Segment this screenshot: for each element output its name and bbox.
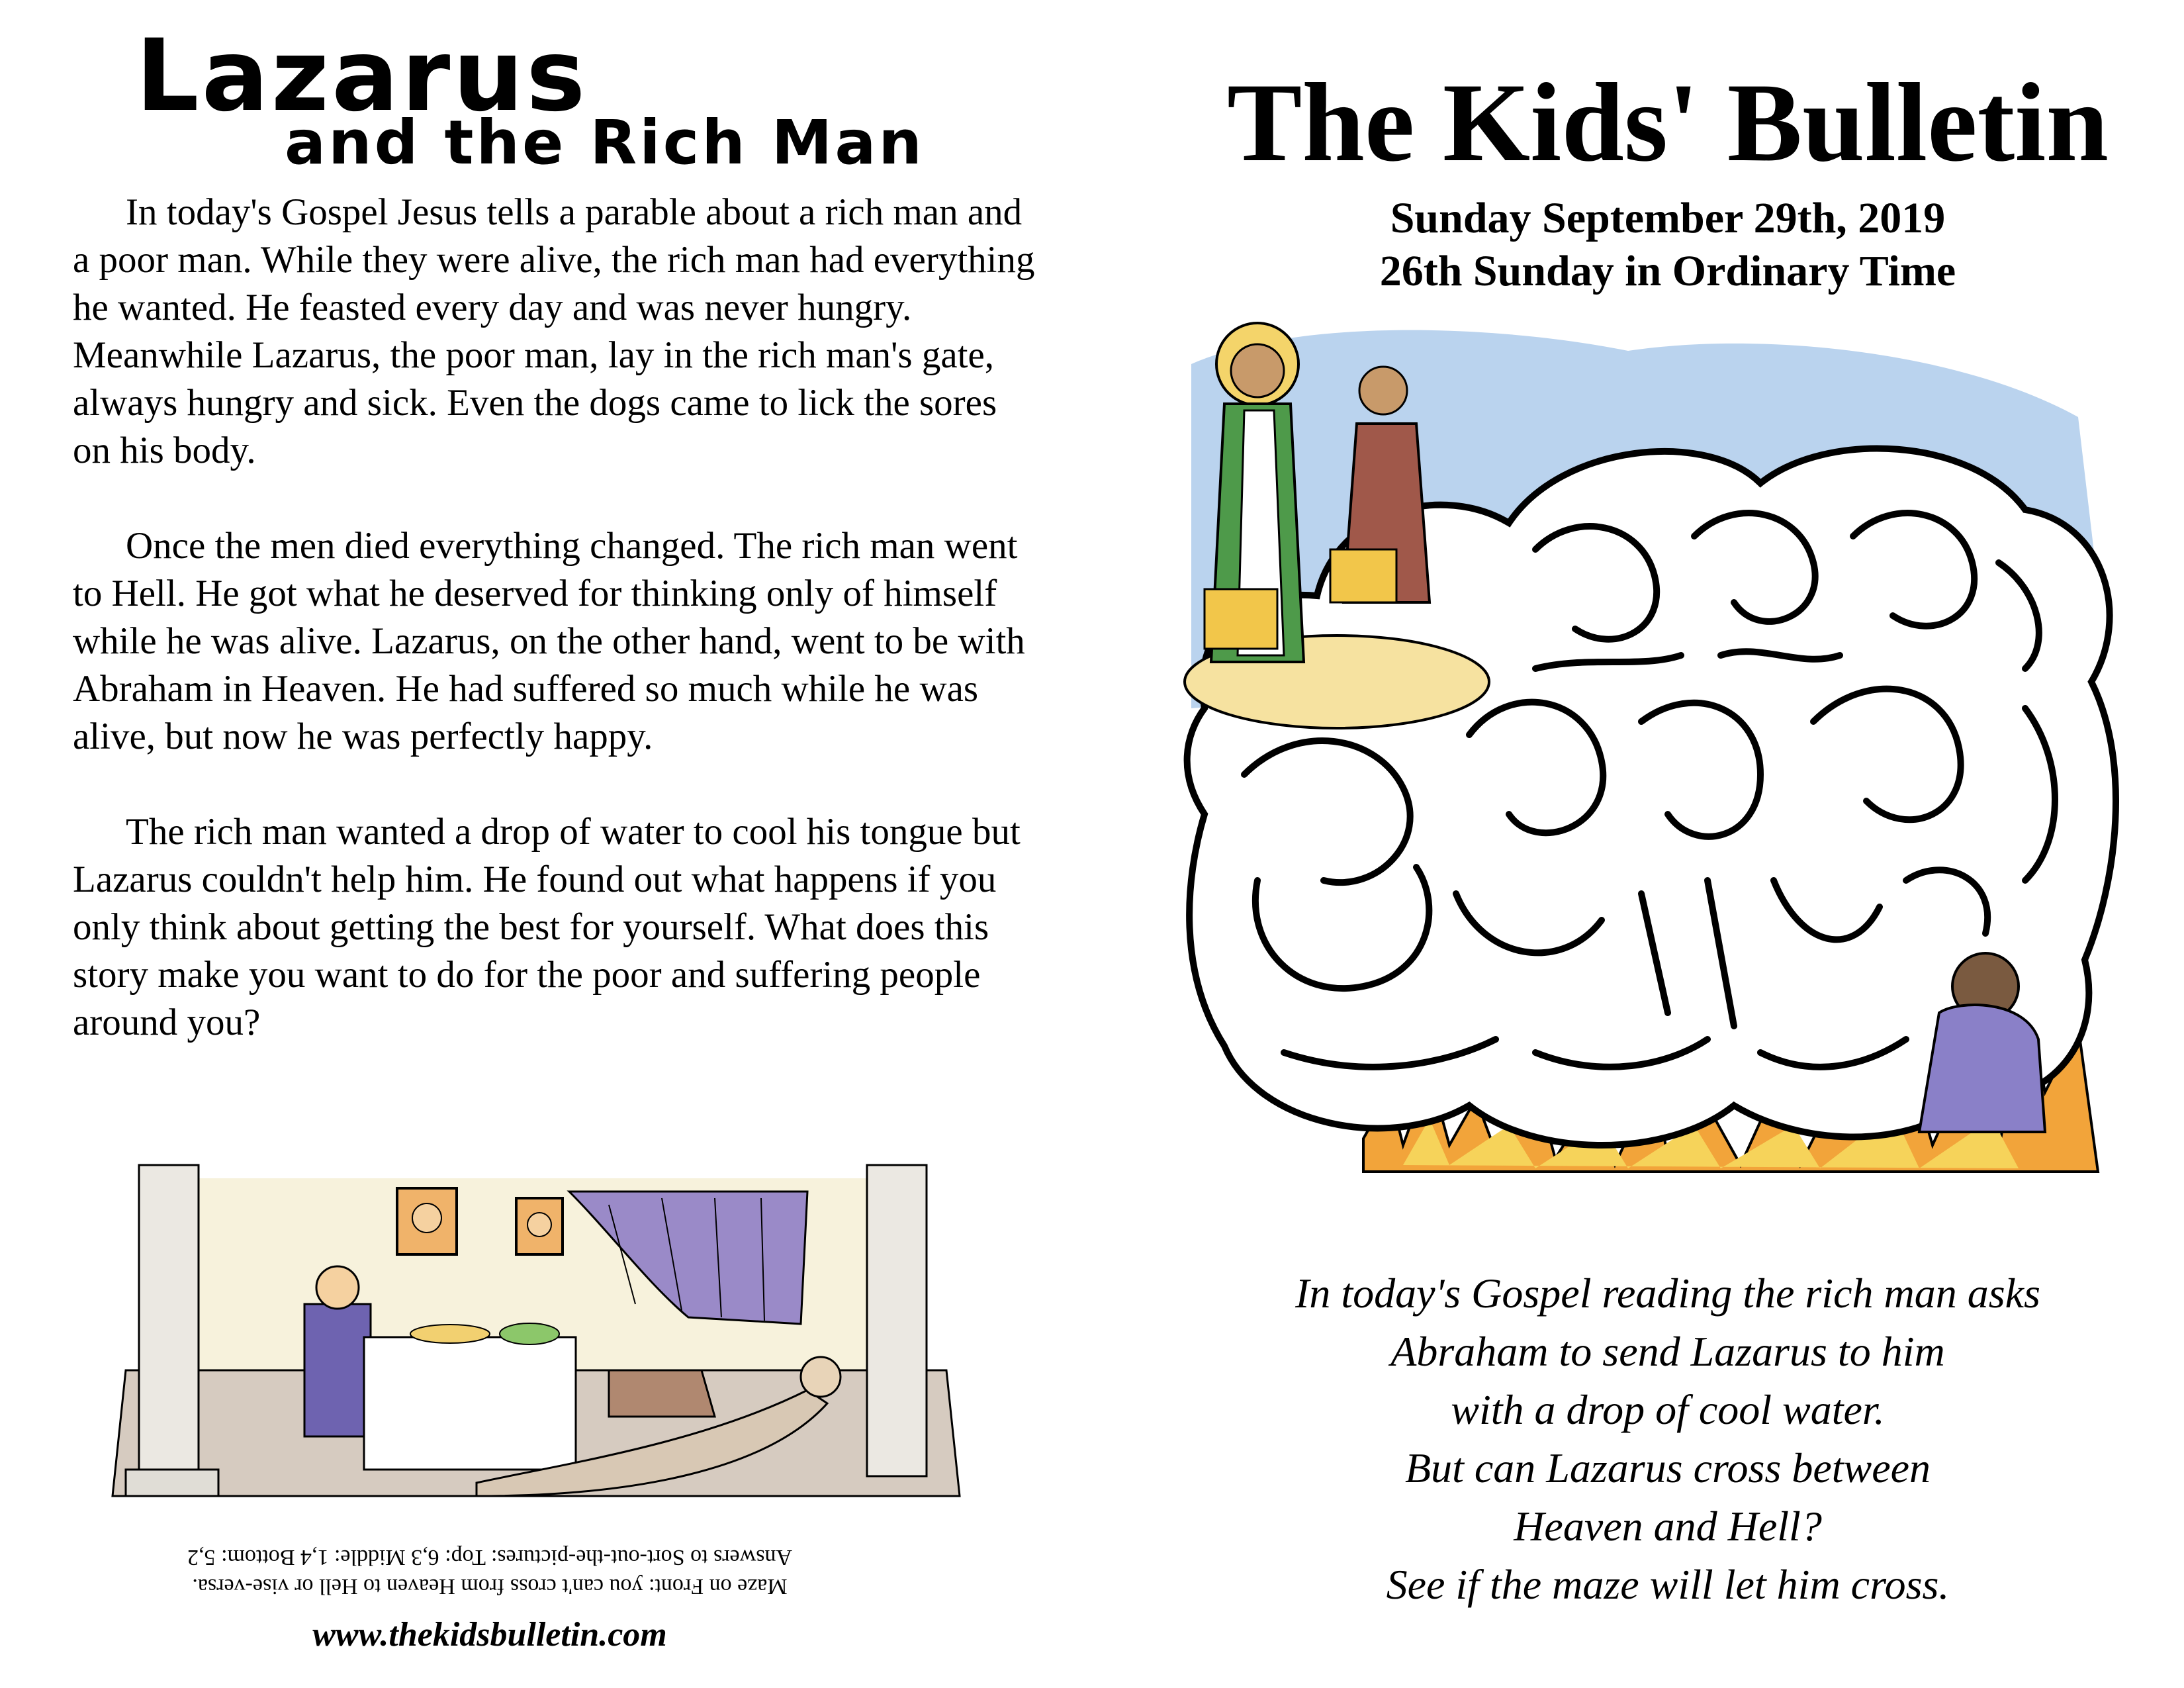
- feast-illustration: [106, 1152, 966, 1523]
- maze-caption-line-5: Heaven and Hell?: [1514, 1503, 1822, 1550]
- maze-caption-line-4: But can Lazarus cross between: [1404, 1444, 1931, 1491]
- story-title: Lazarus: [136, 19, 588, 134]
- answers-line-2: Answers to Sort-out-the-pictures: Top: 6,3 Middle: 1,4 Bottom: 5,2: [187, 1545, 792, 1570]
- story-paragraph-2: Once the men died everything changed. The rich man went to Hell. He got what he deserved for thinking only of himself while he was alive. Lazarus, on the other hand, went to be with Abraham in Heaven. He had suffered so much while he was alive, but now he was perfectly happy.: [73, 525, 1025, 757]
- maze-caption-line-3: with a drop of cool water.: [1451, 1386, 1885, 1433]
- puzzle-answers: [93, 1542, 887, 1601]
- liturgical-season: 26th Sunday in Ordinary Time: [1379, 247, 1956, 295]
- story-paragraph-1: In today's Gospel Jesus tells a parable about a rich man and a poor man. While they were alive, the rich man had everything he wanted. He feasted every day and was never hungry. Meanwhile Lazarus, the poor man, lay in the rich man's gate, always hungry and sick. Even the dogs came to lick the sores on his body.: [73, 191, 1035, 471]
- answers-line-1: Maze on Front: you can't cross from Heaven to Hell or vise-versa.: [192, 1574, 788, 1599]
- story-subtitle: and the Rich Man: [285, 107, 925, 178]
- maze-caption-line-2: Abraham to send Lazarus to him: [1390, 1328, 1945, 1375]
- bulletin-title: The Kids' Bulletin: [1226, 60, 2109, 185]
- maze-caption-line-1: In today's Gospel reading the rich man asks: [1295, 1270, 2040, 1317]
- bulletin-date: Sunday September 29th, 2019: [1390, 194, 1946, 242]
- story-text: [73, 189, 1039, 1094]
- story-paragraph-3: The rich man wanted a drop of water to cool his tongue but Lazarus couldn't help him. He found out what happens if you only think about getting the best for yourself. What does this story make you want to do for the poor and suffering people around you?: [73, 811, 1021, 1043]
- maze-caption: [1191, 1264, 2144, 1614]
- maze-illustration: [1165, 311, 2131, 1225]
- website-link[interactable]: www.thekidsbulletin.com: [312, 1616, 667, 1654]
- maze-caption-line-6: See if the maze will let him cross.: [1386, 1561, 1950, 1608]
- bulletin-date-block: [1165, 192, 2171, 298]
